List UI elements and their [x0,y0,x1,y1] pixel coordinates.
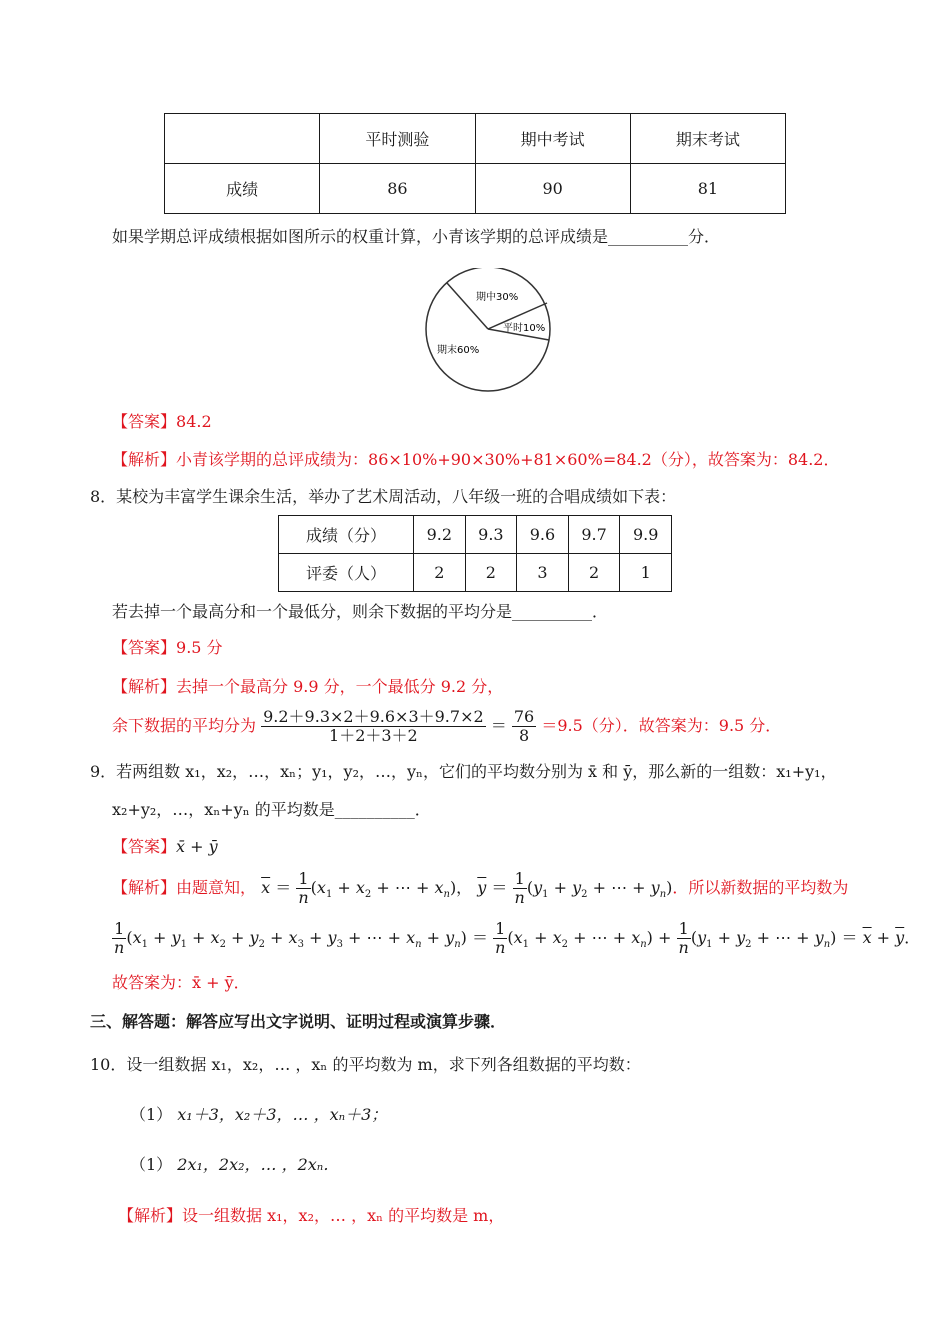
q8-question: 若去掉一个最高分和一个最低分，则余下数据的平均分是__________． [112,602,609,621]
answer-value: 84.2 [176,412,212,431]
analysis-tag: 【解析】 [112,878,177,897]
q7-text: 如果学期总评成绩根据如图所示的权重计算，小青该学期的总评成绩是__________分． [112,227,721,246]
table-cell: 9.9 [620,516,672,554]
table-cell: 81 [630,164,785,214]
q7-answer [112,412,212,432]
analysis-suffix: ＝9.5（分）．故答案为：9.5 分． [541,716,782,735]
q9-text-a: 9．若两组数 x₁，x₂，…，xₙ；y₁，y₂，…，yₙ，它们的平均数分别为 x̄ 和 ȳ，那么新的一组数：x₁+y₁， [90,762,837,781]
table-row-label: 成绩 [165,164,320,214]
pie-label-final: 期末60% [437,345,480,356]
item-tag: （1） [130,1105,173,1124]
pie-label-regular: 平时10% [503,323,546,334]
analysis-text: 小青该学期的总评成绩为：86×10%+90×30%+81×60%=84.2（分），故答案为：84.2． [176,450,840,469]
q8-text: 8．某校为丰富学生课余生活，举办了艺术周活动，八年级一班的合唱成绩如下表： [90,487,677,506]
fraction-result [512,708,536,745]
answer-tag: 【答案】 [112,638,177,657]
fraction-avg [261,708,486,745]
item-tag: （1） [130,1155,173,1174]
item-text: x₁＋3，x₂＋3，… ，xₙ＋3； [177,1105,388,1124]
table-row-label: 成绩（分） [279,516,414,554]
q7-analysis [112,450,839,470]
analysis-prefix: 余下数据的平均分为 [112,716,257,735]
answer-tag: 【答案】 [112,837,177,856]
table-cell: 1 [620,554,672,592]
table-cell: 90 [475,164,630,214]
q9-derivation: $\frac{1}{n}$ ($x_1 + y_1 + x_2 + y_2 + x_3 + y_3$ + ⋯ + $x_n + y_n$) ＝ $\frac{1}{n}$ ($x_1 + x_2$ + ⋯ + $x_n$) + $\frac{1}{n}$ ($y_1 + y_2$ + ⋯ + $y_n) = \overline{x} + \overline{y}$． [114,919,921,957]
table-cell: 86 [320,164,475,214]
choir-score-table [278,515,672,592]
analysis-text: 设一组数据 x₁，x₂，… ，xₙ 的平均数是 m， [182,1206,505,1225]
q10-analysis [118,1206,504,1226]
q9-final: 故答案为：x̄ + ȳ． [112,973,250,992]
table-cell: 2 [465,554,517,592]
table-header-midterm: 期中考试 [475,114,630,164]
q8-answer [112,638,223,658]
analysis-tag: 【解析】 [118,1206,183,1225]
q9-analysis: 【解析】由题意知， $\overline{x}$ ＝ $\frac{1}{n}$ ($x_1 + x_2$ + ⋯ + $x_n$)， $\overline{y}$ ＝ $\frac{1}{n}$ ($y_1 + y_2$ + ⋯ + $y_n$)．所以新数据的平均数为 [112,869,849,907]
q9-text-b: x₂+y₂，…，xₙ+yₙ 的平均数是__________． [112,800,431,819]
analysis-text: 由题意知， [176,878,257,897]
table-cell: 9.2 [414,516,466,554]
table-cell: 2 [414,554,466,592]
fraction-numerator: 9.2＋9.3×2＋9.6×3＋9.7×2 [263,707,484,726]
item-text: 2x₁，2x₂，… ，2xₙ． [177,1155,340,1174]
pie-label-midterm: 期中30% [476,292,519,303]
answer-tag: 【答案】 [112,412,177,431]
q10-item-1 [130,1105,387,1125]
fraction-denominator: 8 [518,726,530,745]
table-cell: 2 [568,554,620,592]
q9-answer [112,837,218,857]
analysis-tag: 【解析】 [112,677,177,696]
table-cell: 9.6 [517,516,569,554]
score-table [164,113,786,214]
fraction-numerator: 76 [513,707,535,726]
answer-value: x̄ + ȳ [176,837,218,856]
analysis-text: 去掉一个最高分 9.9 分，一个最低分 9.2 分， [176,677,504,696]
q10-text: 10．设一组数据 x₁，x₂，… ，xₙ 的平均数为 m，求下列各组数据的平均数： [90,1055,641,1074]
table-row-label: 评委（人） [279,554,414,592]
table-cell: 9.7 [568,516,620,554]
weight-pie-chart [420,268,560,396]
q10-item-2 [130,1155,339,1175]
q8-analysis-2: 余下数据的平均分为 $\frac{9.2+9.3\times 2+9.6\times 3+9.7\times 2}{1+2+3+2}$ ＝ $\frac{76}{8}$ ＝9.5（分）．故答案为：9.5 分． [112,707,782,745]
analysis-tag: 【解析】 [112,450,177,469]
table-cell: 9.3 [465,516,517,554]
fraction-denominator: 1＋2＋3＋2 [329,726,418,745]
q8-analysis-1 [112,677,503,697]
analysis-text: ．所以新数据的平均数为 [672,878,849,897]
section-3-heading: 三、解答题：解答应写出文字说明、证明过程或演算步骤． [90,1012,507,1031]
table-header-regular: 平时测验 [320,114,475,164]
table-header-empty [165,114,320,164]
table-header-final: 期末考试 [630,114,785,164]
table-cell: 3 [517,554,569,592]
answer-value: 9.5 分 [176,638,223,657]
